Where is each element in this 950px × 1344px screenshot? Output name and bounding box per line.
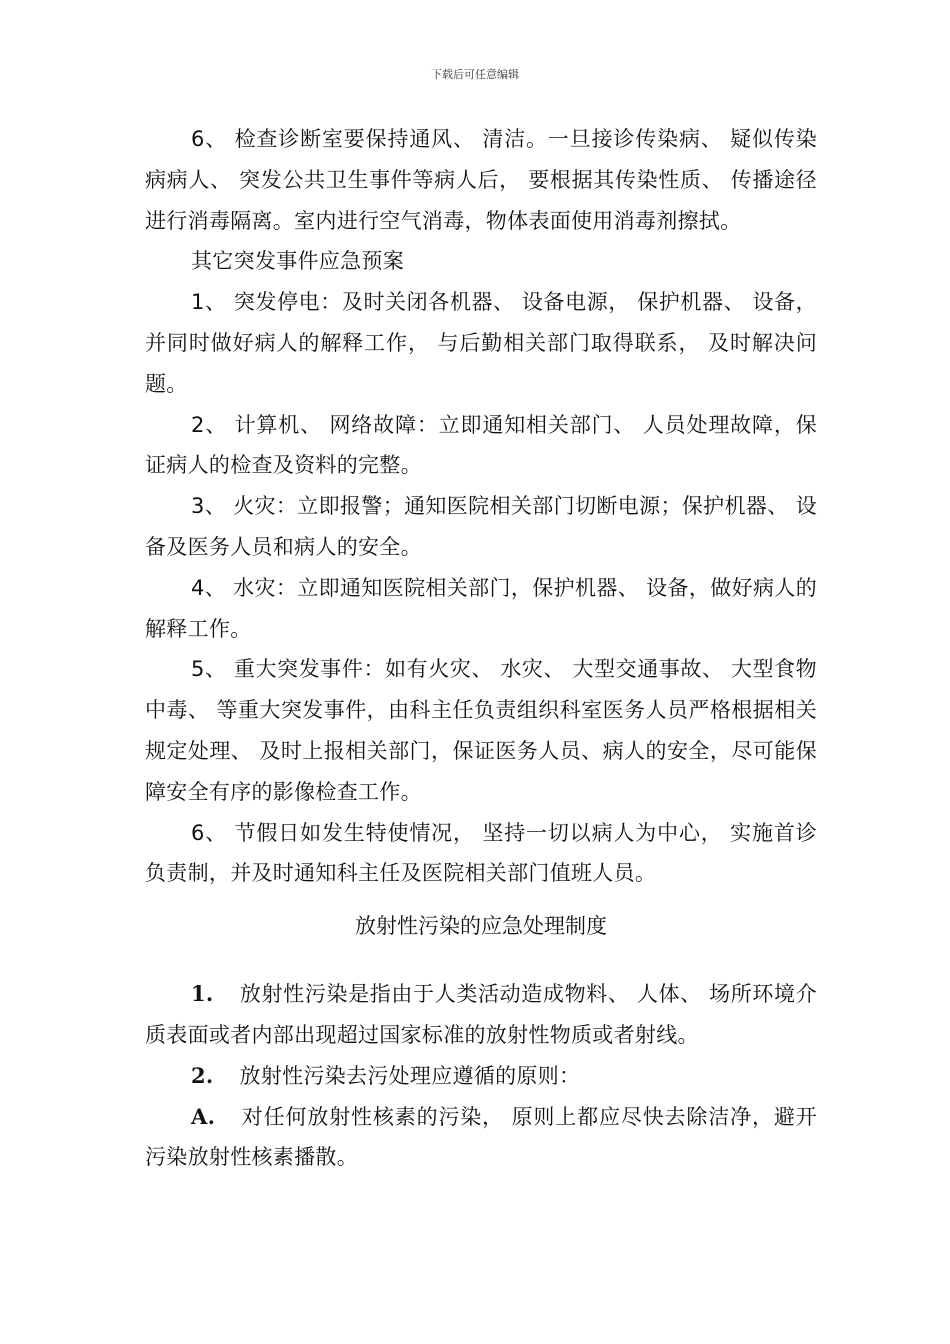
page-header: 下载后可任意编辑 xyxy=(431,68,519,81)
paragraph-network-failure: 2、 计算机、 网络故障：立即通知相关部门、 人员处理故障，保证病人的检查及资料的完整。 xyxy=(145,412,817,478)
document-body xyxy=(145,119,817,1178)
paragraph-flood: 4、 水灾：立即通知医院相关部门，保护机器、 设备，做好病人的解释工作。 xyxy=(145,575,817,641)
paragraph-decontamination-principles xyxy=(145,1056,817,1097)
section-title: 放射性污染的应急处理制度 xyxy=(355,914,607,939)
paragraph-disinfection: 6、 检查诊断室要保持通风、 清洁。一旦接诊传染病、 疑似传染病病人、 突发公共卫生事件等病人后， 要根据其传染性质、 传播途径进行消毒隔离。室内进行空气消毒，物体表面使用消毒剂擦拭。 xyxy=(145,127,817,233)
paragraph-radiation-definition xyxy=(145,974,817,1056)
item-number: 2. xyxy=(191,1062,214,1088)
item-letter: A. xyxy=(191,1103,216,1129)
item-number: 1. xyxy=(191,981,214,1007)
paragraph-holiday: 6、 节假日如发生特使情况， 坚持一切以病人为中心， 实施首诊负责制，并及时通知科主任及医院相关部门值班人员。 xyxy=(145,820,817,886)
paragraph-principle-a xyxy=(145,1097,817,1179)
item-text: 对任何放射性核素的污染， 原则上都应尽快去除洁净，避开污染放射性核素播散。 xyxy=(145,1104,817,1170)
paragraph-major-incident: 5、 重大突发事件：如有火灾、 水灾、 大型交通事故、 大型食物中毒、 等重大突发事件，由科主任负责组织科室医务人员严格根据相关规定处理、 及时上报相关部门，保证医务人员、病人的安全，尽可能保障安全有序的影像检查工作。 xyxy=(145,657,817,804)
section-heading-emergency: 其它突发事件应急预案 xyxy=(191,249,404,274)
paragraph-fire: 3、 火灾：立即报警；通知医院相关部门切断电源；保护机器、 设备及医务人员和病人的安全。 xyxy=(145,494,817,559)
item-text: 放射性污染是指由于人类活动造成物料、 人体、 场所环境介质表面或者内部出现超过国家标准的放射性物质或者射线。 xyxy=(145,982,817,1047)
item-text: 放射性污染去污处理应遵循的原则： xyxy=(239,1063,581,1088)
paragraph-power-outage: 1、 突发停电：及时关闭各机器、 设备电源， 保护机器、 设备， 并同时做好病人的解释工作， 与后勤相关部门取得联系， 及时解决问题。 xyxy=(145,290,817,396)
